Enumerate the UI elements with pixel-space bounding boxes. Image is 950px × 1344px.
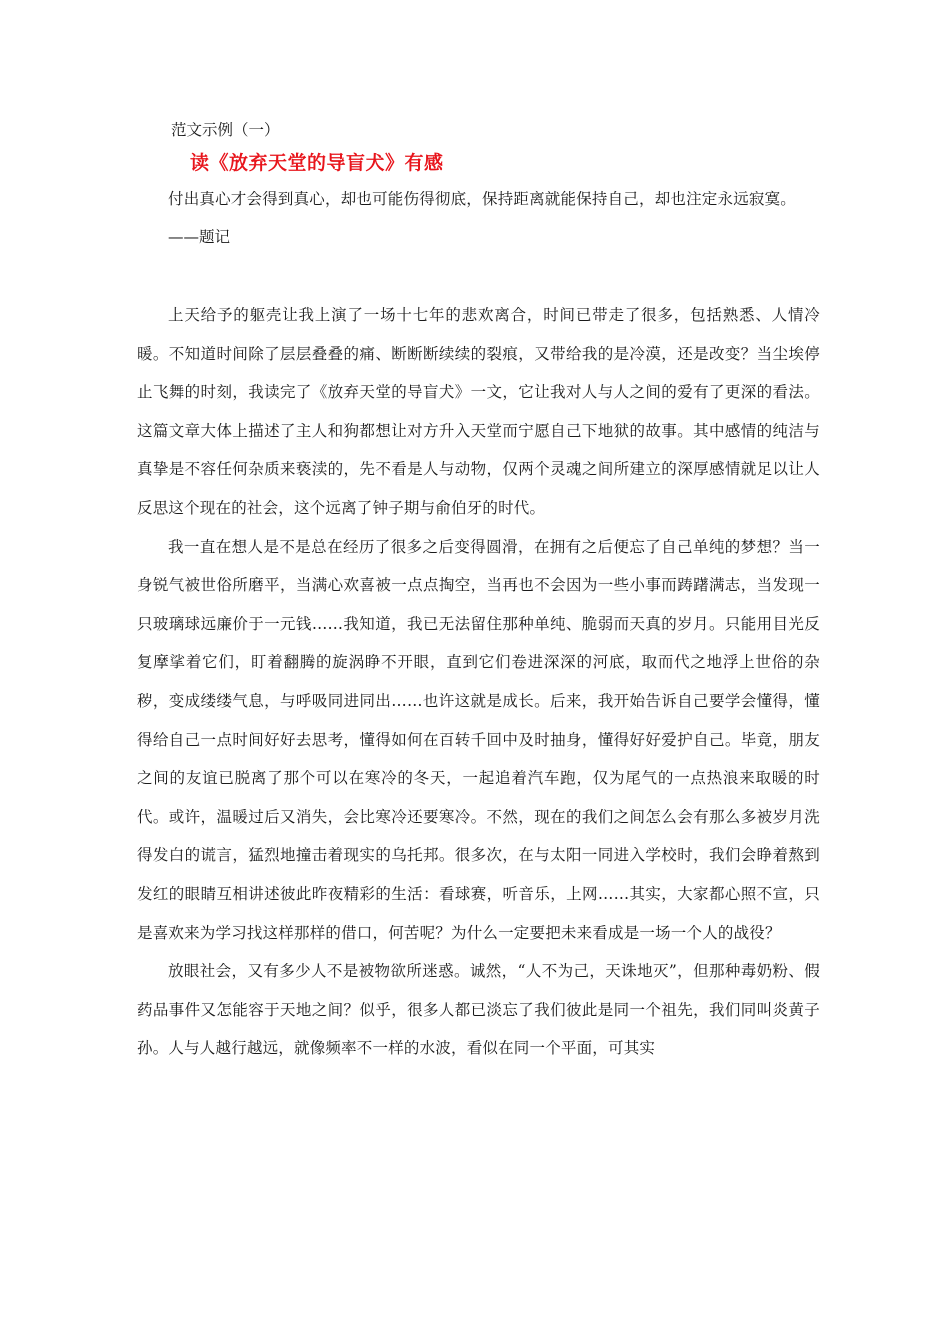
document-page [137,118,820,1068]
epigraph: 付出真心才会得到真心，却也可能伤得彻底，保持距离就能保持自己，却也注定永远寂寞。 [168,190,797,208]
body-paragraph: 我一直在想人是不是总在经历了很多之后变得圆滑，在拥有之后便忘了自己单纯的梦想？当一身锐气被世俗所磨平，当满心欢喜被一点点掏空，当再也不会因为一些小事而踌躇满志，当发现一只玻璃球远廉价于一元钱……我知道，我已无法留住那种单纯、脆弱而天真的岁月。只能用目光反复摩挲着它们，盯着翻腾的旋涡睁不开眼，直到它们卷进深深的河底，取而代之地浮上世俗的杂秽，变成缕缕气息，与呼吸同进同出……也许这就是成长。后来，我开始告诉自己要学会懂得，懂得给自己一点时间好好去思考，懂得如何在百转千回中及时抽身，懂得好好爱护自己。毕竟，朋友之间的友谊已脱离了那个可以在寒冷的冬天，一起追着汽车跑，仅为尾气的一点热浪来取暖的时代。或许，温暖过后又消失，会比寒冷还要寒冷。不然，现在的我们之间怎么会有那么多被岁月洗得发白的谎言，猛烈地撞击着现实的乌托邦。很多次，在与太阳一同进入学校时，我们会睁着熬到发红的眼睛互相讲述彼此昨夜精彩的生活：看球赛，听音乐，上网……其实，大家都心照不宣，只是喜欢来为学习找这样那样的借口，何苦呢？为什么一定要把未来看成是一场一个人的战役？ [137,537,820,942]
section-label: 范文示例（一） [171,121,280,139]
body-paragraph: 放眼社会，又有多少人不是被物欲所迷惑。诚然，“人不为己，天诛地灭”，但那种毒奶粉、假药品事件又怎能容于天地之间？似乎，很多人都已淡忘了我们彼此是同一个祖先，我们同叫炎黄子孙。人与人越行越远，就像频率不一样的水波，看似在同一个平面，可其实 [137,962,820,1058]
epigraph-signature: ——题记 [168,228,231,246]
document-title: 读《放弃天堂的导盲犬》有感 [190,152,444,174]
body-paragraph: 上天给予的躯壳让我上演了一场十七年的悲欢离合，时间已带走了很多，包括熟悉、人情冷暖。不知道时间除了层层叠叠的痛、断断断续续的裂痕，又带给我的是冷漠，还是改变？当尘埃停止飞舞的时刻，我读完了《放弃天堂的导盲犬》一文，它让我对人与人之间的爱有了更深的看法。这篇文章大体上描述了主人和狗都想让对方升入天堂而宁愿自己下地狱的故事。其中感情的纯洁与真挚是不容任何杂质来亵渎的，先不看是人与动物，仅两个灵魂之间所建立的深厚感情就足以让人反思这个现在的社会，这个远离了钟子期与俞伯牙的时代。 [137,306,820,517]
